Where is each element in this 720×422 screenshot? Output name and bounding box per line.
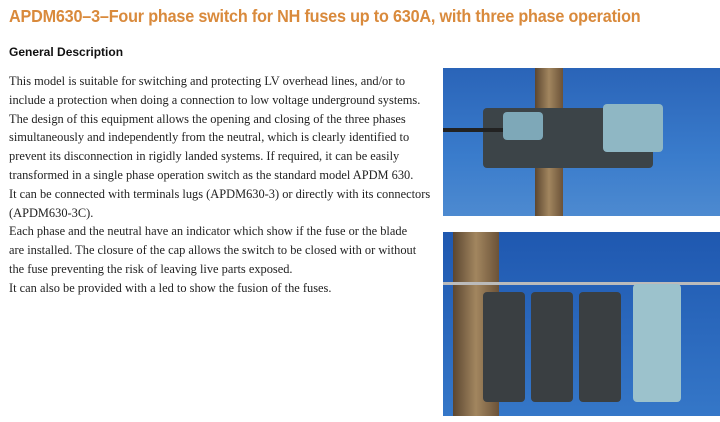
description-line: The design of this equipment allows the opening and closing of the three phases bbox=[9, 111, 406, 126]
section-heading: General Description bbox=[9, 45, 124, 59]
description-line: the fuse preventing the risk of leaving live parts exposed. bbox=[9, 261, 293, 276]
description-line: are installed. The closure of the cap allows the switch to be closed with or without bbox=[9, 243, 417, 258]
description-line: (APDM630-3C). bbox=[9, 205, 94, 220]
switch-photo-top bbox=[443, 68, 720, 216]
description-line: include a protection when doing a connection to low voltage underground systems. bbox=[9, 92, 421, 107]
description-line: Each phase and the neutral have an indicator which show if the fuse or the blade bbox=[9, 224, 408, 239]
description-line: This model is suitable for switching and protecting LV overhead lines, and/or to bbox=[9, 74, 406, 88]
description-text bbox=[9, 72, 429, 298]
description-line: simultaneously and independently from the neutral, which is clearly identified to bbox=[9, 130, 410, 145]
description-line: It can also be provided with a led to show the fusion of the fuses. bbox=[9, 280, 332, 295]
switch-photo-bottom bbox=[443, 232, 720, 416]
page-title: APDM630–3–Four phase switch for NH fuses up to 630A, with three phase operation bbox=[9, 6, 641, 26]
description-line: transformed in a single phase operation switch as the standard model APDM 630. bbox=[9, 167, 414, 182]
description-line: It can be connected with terminals lugs (APDM630-3) or directly with its connectors bbox=[9, 186, 431, 201]
description-line: prevent its disconnection in rigidly landed systems. If required, it can be easily bbox=[9, 149, 400, 164]
